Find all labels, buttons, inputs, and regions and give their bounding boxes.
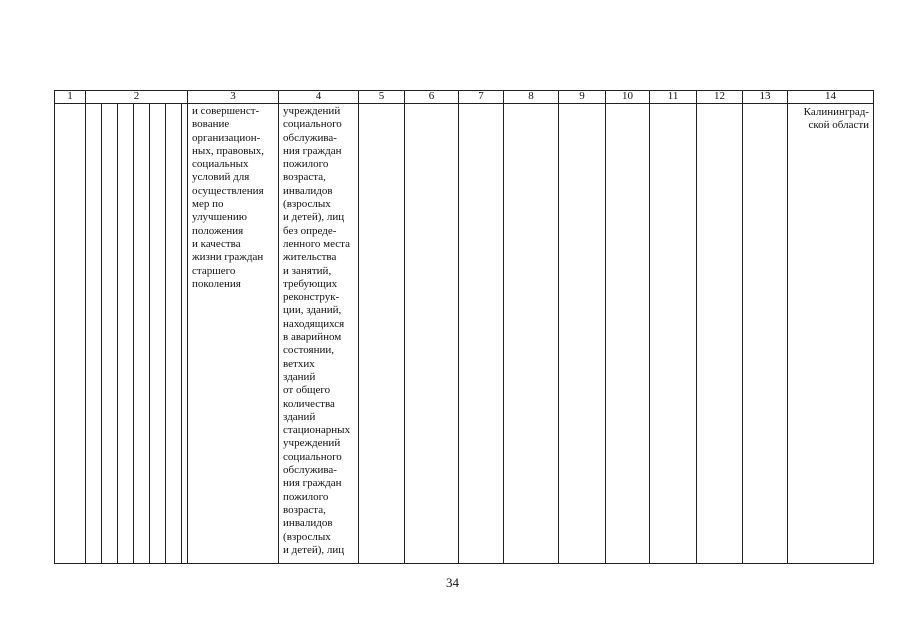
cell-col-2f bbox=[166, 104, 182, 564]
header-row bbox=[55, 91, 874, 104]
cell-col-2d bbox=[134, 104, 150, 564]
header-col-2: 2 bbox=[86, 91, 188, 104]
header-col-10: 10 bbox=[606, 91, 650, 104]
cell-col-11 bbox=[650, 104, 697, 564]
cell-col-2a bbox=[86, 104, 102, 564]
header-col-3: 3 bbox=[188, 91, 279, 104]
cell-col-5 bbox=[359, 104, 405, 564]
cell-col-9 bbox=[559, 104, 606, 564]
header-col-14: 14 bbox=[788, 91, 874, 104]
cell-col-3 bbox=[188, 104, 279, 564]
header-col-5: 5 bbox=[359, 91, 405, 104]
data-table bbox=[54, 90, 874, 564]
cell-col-2c bbox=[118, 104, 134, 564]
header-col-12: 12 bbox=[697, 91, 743, 104]
col4-text: учреждений социального обслужива- ния граждан пожилого возраста, инвалидов (взрослых и детей), лиц без опреде- ленного места жительства и занятий, требующих реконструк- ции, зданий, находящихся в аварийном состоянии, ветхих зданий от общего количества зданий стационарных учреждений социального обслужива- ния граждан пожилого возраста, инвалидов (взрослых и детей), лиц bbox=[283, 105, 351, 556]
cell-col-1 bbox=[55, 104, 86, 564]
cell-col-7 bbox=[459, 104, 504, 564]
header-col-8: 8 bbox=[504, 91, 559, 104]
header-col-7: 7 bbox=[459, 91, 504, 104]
cell-col-10 bbox=[606, 104, 650, 564]
header-col-1: 1 bbox=[55, 91, 86, 104]
col3-text: и совершенст- вование организацион- ных, правовых, социальных условий для осуществления мер по улучшению положения и качества жизни граждан старшего поколения bbox=[192, 105, 265, 290]
col14-text: Калининград- ской области bbox=[803, 106, 870, 132]
header-col-11: 11 bbox=[650, 91, 697, 104]
cell-col-2e bbox=[150, 104, 166, 564]
cell-col-6 bbox=[405, 104, 459, 564]
header-col-9: 9 bbox=[559, 91, 606, 104]
cell-col-12 bbox=[697, 104, 743, 564]
cell-col-13 bbox=[743, 104, 788, 564]
cell-col-8 bbox=[504, 104, 559, 564]
cell-col-14 bbox=[788, 104, 874, 564]
header-col-6: 6 bbox=[405, 91, 459, 104]
cell-col-2b bbox=[102, 104, 118, 564]
page-number: 34 bbox=[446, 575, 459, 590]
cell-col-4 bbox=[279, 104, 359, 564]
header-col-4: 4 bbox=[279, 91, 359, 104]
table-row bbox=[55, 104, 874, 564]
header-col-13: 13 bbox=[743, 91, 788, 104]
